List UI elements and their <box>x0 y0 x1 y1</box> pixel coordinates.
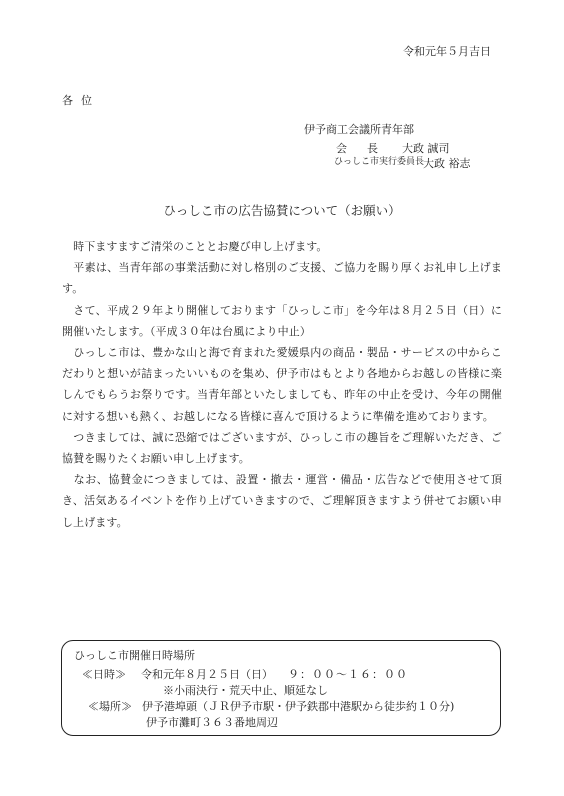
committee-role: ひっしこ市実行委員長 <box>334 157 425 167</box>
event-place: 伊予港埠頭（ＪＲ伊予市駅・伊予鉄郡中港駅から徒歩約１０分) <box>142 700 455 713</box>
committee-name: 大政 裕志 <box>423 157 471 170</box>
document-title: ひっしこ市の広告協賛について（お願い） <box>163 203 401 218</box>
paragraph-greeting: 時下ますますご清栄のこととお慶び申し上げます。 <box>62 240 328 253</box>
date-label: ≪日時≫ <box>82 668 126 681</box>
chair-role: 会長 <box>336 142 398 155</box>
sender-committee-chair <box>334 158 471 169</box>
event-time: ９：００～１６：００ <box>288 668 408 681</box>
paragraph-thanks: 平素は、当青年部の事業活動に対し格別のご支援、ご協力を賜り厚くお礼申し上げます。 <box>62 261 502 296</box>
event-date: 令和元年８月２５日（日） <box>141 668 273 681</box>
sender-organization: 伊予商工会議所青年部 <box>304 123 414 136</box>
sender-chair <box>336 143 450 154</box>
paragraph-event-description: ひっしこ市は、豊かな山と海で育まれた愛媛県内の商品・製品・サービスの中からこだわりと想いが詰まったいいものを集め、伊予市はもとより各地からお越しの皆様に楽しんでもらうお祭りです。当青年部といたしましても、昨年の中止を受け、今年の開催に対する想いも熱く、お越しになる皆様に喜んで頂けるように準備を進めております。 <box>62 346 502 423</box>
paragraph-request: つきましては、誠に恐縮ではございますが、ひっしこ市の趣旨をご理解いただき、ご協賛を賜りたくお願い申し上げます。 <box>62 430 502 466</box>
weather-note: ※小雨決行・荒天中止、順延なし <box>163 684 328 697</box>
paragraph-usage: なお、協賛金につきましては、設置・撤去・運営・備品・広告などで使用させて頂き、活気あるイベントを作り上げていきますので、ご理解頂きますよう併せてお願い申し上げます。 <box>62 473 502 529</box>
chair-name: 大政 誠司 <box>402 142 450 155</box>
paragraph-event-date: さて、平成２９年より開催しております「ひっしこ市」を今年は８月２５日（日）に開催いたします。（平成３０年は台風により中止） <box>62 303 502 338</box>
place-label: ≪場所≫ <box>88 700 132 713</box>
event-info-heading: ひっしこ市開催日時場所 <box>74 649 195 662</box>
document-body <box>62 236 502 533</box>
document-date: 令和元年５月吉日 <box>403 45 491 58</box>
addressee: 各位 <box>62 94 100 107</box>
event-address: 伊予市灘町３６３番地周辺 <box>146 716 278 729</box>
